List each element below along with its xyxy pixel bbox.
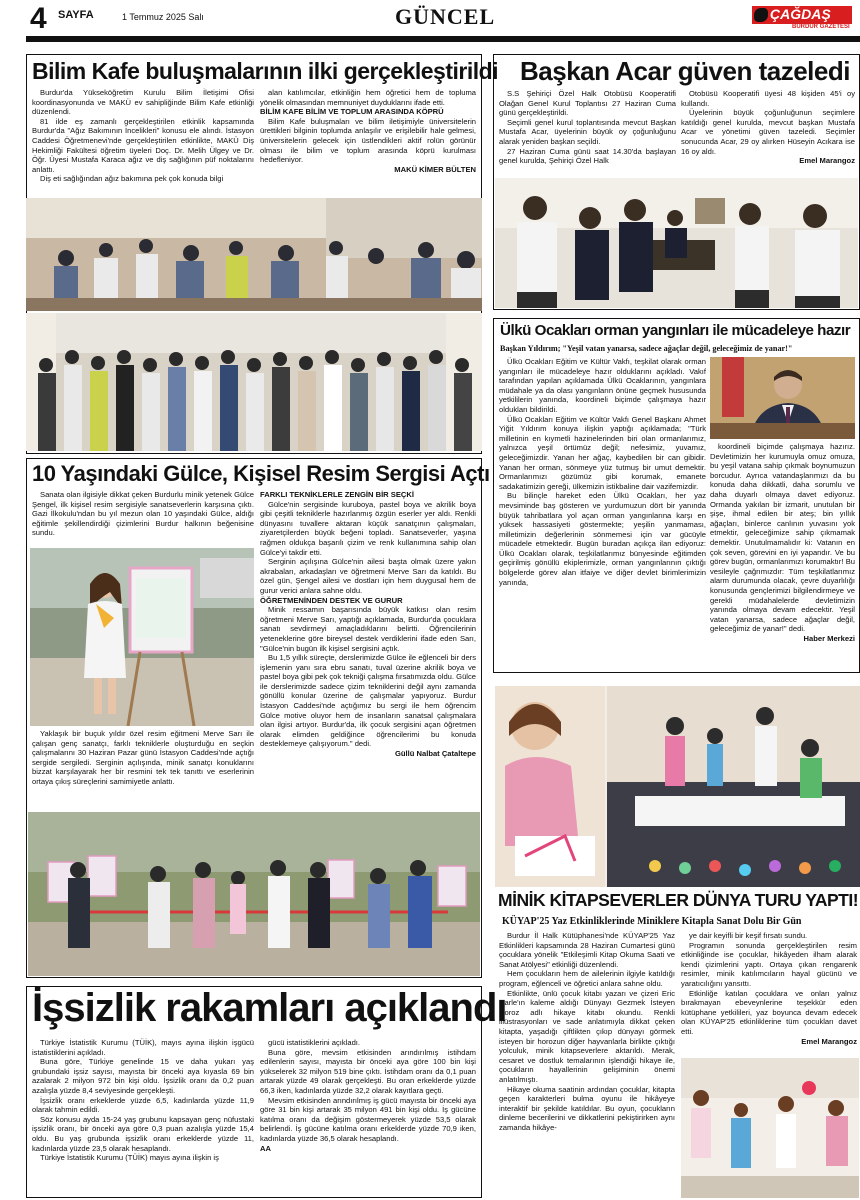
headline-gulce: 10 Yaşındaki Gülce, Kişisel Resim Sergisi Açtı: [32, 461, 490, 486]
rooster-icon: [754, 8, 768, 22]
bilim-col1: Burdur'da Yükseköğretim Kurulu Bilim İletişimi Ofisi koordinasyonunda ve MAKÜ ev sahipliğinde Bilim Kafe etkinliği düzenlendi. 81 ilde eş zamanlı gerçekleştirilen etkinlik kapsamında Burdur'da "Ağız Bakımının İncelikleri" konusu ele alındı. İstasyon Caddesi Öğretmenevi'nde gerçekleştirilen etkinlikte, MAKÜ Diş Hekimliği Fakültesi öğretim üyeleri Doç. Dr. Melih Ülgey ve Dr. Öğr. Üyesi Mustafa Karaca ağız ve diş sağlığının püf noktalarını anlattı. Diş eti sağlığından ağız bakımına pek çok konuda bilgi: [32, 88, 254, 184]
kuyap-photo: [495, 686, 860, 887]
ulku-col1: Ülkü Ocakları Eğitim ve Kültür Vakfı, teşkilat olarak orman yangınları ile mücadeleye hazır olduklarını açıkladı. Vakıf tarafından yapılan açıklamada Ülkü Ocaklarının, yangınlara müdahale ya da olası yangınların önüne geçmek hususunda yetkililerin yanında, koordineli biçimde çalışmaya hazır oldukları bildirildi. Ülkü Ocakları Eğitim ve Kültür Vakfı Genel Başkanı Ahmet Yiğit Yıldırım konuya ilişkin yaptığı açıklamada; "Türk milletinin en kıymetli hazinelerinden biri olan ormanlarımız, yalnızca yeşil örtümüz değil; nefesimiz, yuvamız, geleceğimizdir. Yanan her ağaç, kaybedilen bir can gibidir. Yanan her orman, sönmeye yüz tutmuş bir umut demektir. Ormanlarımızı gözümüz gibi korumak, emanete sadakatimizin gereği, ülkemizin istikbaline dair vazifemizdir. Bu bilinçle hareket eden Ülkü Ocakları, her yaz mevsiminde baş gösteren ve yurdumuzun dört bir yanında büyük tahribatlara yol açan orman yangınlarına karşı en yüksek hassasiyeti göstermekte; yeşilin yanmaması, milletimizin değerlerinin sönmemesi için var gücüyle mücadele etmektedir. Bugün buradan açıkça ilan ediyoruz: Ülkü Ocakları olarak, teşkilatlarımız bünyesinde eğitimden geçirilmiş gönüllü ekiplerimizle, orman yangınlarının çıktığı bölgelerde görev alan itfaiye ve diğer devlet birimlerimizin yanında,: [499, 357, 706, 587]
baskan-photo: [495, 178, 858, 308]
kuyap-small-photo: [681, 1058, 859, 1198]
headline-bilim-kafe: Bilim Kafe buluşmalarının ilki gerçekleştirildi: [32, 58, 499, 84]
gulce-photo: [30, 548, 254, 726]
gulce-col1b: Yaklaşık bir buçuk yıldır özel resim eğitmeni Merve Sarı ile çalışan genç sanatçı, farklı tekniklerle oluşturduğu en seçkin çalışmalarını 30 Haziran Pazar günü İstasyon Caddesi'nde açtığı sergide sergiledi. Serginin açılışında, minik sanatçı konuklarını bizzat karşılayarak her bir resmini tek tek tanıttı ve eserlerinin ortaya çıkış süreçlerini samimiyetle anlattı.: [32, 729, 254, 786]
ulku-portrait-photo: [710, 357, 855, 439]
headline-kuyap: MİNİK KİTAPSEVERLER DÜNYA TURU YAPTI!: [498, 890, 859, 910]
gulce-col1: Sanata olan ilgisiyle dikkat çeken Burdurlu minik yetenek Gülce Şengel, ilk kişisel resim sergisiyle sanatseverlerin karşısına çıktı. Gazi İlkokulu'ndan bu yıl mezun olan 10 yaşındaki Gülce, aldığı eğitimle şekillendirdiği çizimlerini Burdur halkının beğenisine sundu.: [32, 490, 254, 538]
header-rule: [26, 36, 860, 42]
baskan-col2: Otobüsü Kooperatifi üyesi 48 kişiden 45'i oy kullandı. Üyelerinin büyük çoğunluğunun seçimlere katıldığı genel kurulda, mevcut başkan Mustafa Acar ve yönetimi güven tazeledi. Seçimler sonucunda Acar, 29 oy alırken Hüseyin Acıkara ise 16 oy aldı. Emel Marangoz: [681, 89, 855, 166]
page-number: 4: [30, 2, 47, 35]
kuyap-col1: Burdur İl Halk Kütüphanesi'nde KÜYAP'25 Yaz Etkinlikleri kapsamında 28 Haziran Cumartesi günü çocuklara yönelik "Etkileşimli Kitap Okuma Saati ve Sanat Atölyesi" etkinliği düzenlendi. Hem çocukların hem de ailelerinin ilgiyle katıldığı program, eğlenceli ve öğretici anlara sahne oldu. Etkinlikte, ünlü çocuk kitabı yazarı ve çizeri Eric Carle'ın kaleme aldığı Dünyayı Gezmek İsteyen Horoz adlı hikaye kitabı okundu. Renkli illüstrasyonları ve sade anlatımıyla dikkat çeken kitapta, yaşadığı çiftlikten çıkıp dünyayı görmek isteyen bir horozun diğer hayvanlarla birlikte çıktığı yolculuk, minik kitapseverlere aktarıldı. Merak, cesaret ve dostluk temalarının işlendiği hikaye ile, çocukların hayallerinin gelişiminin önemi anlatılmıştı. Hikaye okuma saatinin ardından çocuklar, kitapta geçen karakterleri bulma oyunu ile hikâyeye interaktif bir şekilde katıldılar. Bu oyun, çocukların dinleme becerilerini ve dikkatlerini pekiştirirken aynı zamanda hikâye-: [499, 931, 675, 1132]
page-label: SAYFA: [58, 9, 94, 21]
issue-date: 1 Temmuz 2025 Salı: [122, 12, 204, 22]
logo-name: ÇAĞDAŞ: [770, 6, 831, 22]
gulce-ribbon-photo: [28, 812, 480, 976]
headline-ulku-ocaklari: Ülkü Ocakları orman yangınları ile mücadeleye hazır: [500, 322, 851, 339]
ulku-col2: koordineli biçimde çalışmaya hazırız. Devletimizin her kurumuyla omuz omuza, bu yeşil vatana sahip çıkmak boynumuzun borcudur. Ayrıca vatandaşlarımızı da bu konuda daha dikkatli, daha sorumlu ve daha duyarlı olmaya davet ediyoruz. Ormanda yakılan bir izmarit, unutulan bir şişe, ihmal edilen bir ateş; bin yıllık ağaçları, binlerce canlının yuvasını yok etmektir, geleceğimize sahip çıkmamak demektir. Unutulmamalıdır ki: Vatanın en çok seven, görevini en iyi yapandır. Ve bu görev bugün, ormanlarımızı korumaktır! Bu vesileyle çağrımızdır: Tüm teşkilatlarımız alarm durumunda olacak, çevre duyarlılığı konusunda gençlerimizi bilgilendirmeye ve gerekli müdahalelerde devletimizin yanında olmaya devam edecektir. Yeşil vatan yanarsa, sadece ağaçlar değil, geleceğimiz de yanar!" dedi. Haber Merkezi: [710, 442, 855, 643]
kuyap-kicker: KÜYAP'25 Yaz Etkinliklerinde Miniklere Kitapla Sanat Dolu Bir Gün: [502, 916, 802, 927]
gulce-col2: FARKLI TEKNİKLERLE ZENGİN BİR SEÇKİ Gülce'nin sergisinde kuruboya, pastel boya ve akrilik boya gibi çeşitli tekniklerle hazırlanmış özgün eserler yer aldı. Renkli dünyasını tuvallere aktaran küçük sanatçının çalışmaları, ziyaretçilerden büyük beğeni topladı. Sanatseverler, yaşına rağmen oldukça başarılı çizim ve renk kullanımına sahip olan Gülce'yi takdir etti. Serginin açılışına Gülce'nin ailesi başta olmak üzere yakın akrabaları, arkadaşları ve öğretmeni Merve Sarı da katıldı. Bu özel gün, Şengel ailesi ve dostları için hem duygusal hem de gurur verici anlara sahne oldu. ÖĞRETMENİNDEN DESTEK VE GURUR Minik ressamın başarısında büyük katkısı olan resim öğretmeni Merve Sarı, yaptığı açıklamada, Burdur'da çocuklara sanatı sevdirmeyi amaçladıklarını belirtti. Öğrencilerinin yeteneklerine göre bireysel destek verdiklerini ifade eden Sarı, "Gülce'nin bugün ilk kişisel sergisini açtık. Bu 1,5 yıllık süreçte, derslerimizde Gülce ile eğlenceli bir ders işlemenin yanı sıra ebru sanatı, tuval üzerine akrilik boya ve pastel boya gibi pek çok tekniği çalışma fırsatımızda oldu. Gülce ile derslerimizde sadece çizim tekniklerini değil aynı zamanda gönüllü konular üzerine de çalışmalar yapıyoruz. Burdur İstasyon Caddesi'nde açtığımız bu sergi ile hem öğrencim Gülce motive oluyor hem de insanların sanatsal çalışmalara olan ilgisi artıyor. Burdur'da, ilk çocuk sergisini açan öğretmen olarak elimden geldiğince öğrencilerimi bu konuda desteklemeye çalışıyorum." dedi. Güllü Nalbat Çataltepe: [260, 490, 476, 759]
newspaper-logo: [752, 6, 852, 30]
logo-subtitle: BURDUR GAZETESİ: [792, 24, 850, 30]
page-header: [0, 0, 860, 46]
headline-baskan-acar: Başkan Acar güven tazeledi: [520, 56, 850, 86]
kuyap-col2: ye dair keyifli bir keşif fırsatı sundu. Programın sonunda gerçekleştirilen resim etkinliğinde ise çocuklar, hikâyeden ilham alarak kendi çizimlerini yaptı. Ortaya çıkan rengarenk resimler, minik katılımcıların hayal gücünü ve yaratıcılığını yansıttı. Etkinliğe katılan çocuklara ve onları yalnız bırakmayan ebeveynlerine teşekkür eden kütüphane yetkilileri, yaz boyunca devam edecek olan KÜYAP'25 etkinliklerine tüm çocukları davet etti. Emel Marangoz: [681, 931, 857, 1046]
bilim-photo-group: [26, 313, 482, 451]
baskan-col1: S.S Şehiriçi Özel Halk Otobüsü Kooperatifi Olağan Genel Kurul Toplantısı 27 Haziran Cuma günü gerçekleştirildi. Seçimli genel kurul toplantısında mevcut Başkan Mustafa Acar, üyelerinin büyük oy çoğunluğunu alarak yeniden başkan seçildi. 27 Haziran Cuma günü saat 14.30'da başlayan genel kurulda, Şehiriçi Özel Halk: [499, 89, 676, 166]
section-title: GÜNCEL: [395, 4, 496, 29]
bilim-col2: alan katılımcılar, etkinliğin hem öğretici hem de topluma yönelik olmasından memnuniyet duyduklarını ifade etti. BİLİM KAFE BİLİM VE TOPLUM ARASINDA KÖPRÜ Bilim Kafe buluşmaları ve bilim iletişimiyle üniversitelerin ürettikleri bilginin toplumda anlaşılır ve erişilebilir hale gelmesi, üniversitelerin gelecek için üstlendikleri aktif rolün görünür olması ile bilim ve toplum arasında köprü kurulması hedefleniyor. MAKÜ KİMER BÜLTEN: [260, 88, 476, 174]
issizlik-col2: gücü istatistiklerini açıkladı. Buna göre, mevsim etkisinden arındırılmış istihdam edilenlerin sayısı, mayısta bir önceki aya göre 100 bin kişi yükselerek 32 milyon 519 bine çıktı. İstihdam oranı da 0,1 puan artarak yüzde 49 olarak gerçekleşti. Bu oran erkeklerde yüzde 66,3 iken, kadınlarda yüzde 32,2 olarak kayıtlara geçti. Mevsim etkisinden arındırılmış iş gücü mayısta bir önceki aya göre 31 bin kişi artarak 35 milyon 491 bin kişi oldu. İş gücüne katılma oranı da değişim göstermeyerek yüzde 53,5 olarak belirlendi. İş gücüne katılma oranı erkeklerde yüzde 70,9 iken, kadınlarda yüzde 36,5 olarak hesaplandı. AA: [260, 1038, 476, 1153]
ulku-kicker: Başkan Yıldırım; "Yeşil vatan yanarsa, sadece ağaçlar değil, geleceğimiz de yanar!": [500, 344, 793, 353]
headline-issizlik: İşsizlik rakamları açıklandı: [32, 986, 507, 1030]
bilim-photo-seated: [26, 198, 482, 311]
issizlik-col1: Türkiye İstatistik Kurumu (TÜİK), mayıs ayına ilişkin işgücü istatistiklerini açıkladı. Buna göre, Türkiye genelinde 15 ve daha yukarı yaş grubundaki işsiz sayısı, mayısta bir önceki aya kıyasla 69 bin azalarak 2 milyon 972 bin kişi oldu. İşsizlik oranı da 0,2 puan azalışla yüzde 8,4 seviyesinde gerçekleşti. İşsizlik oranı erkeklerde yüzde 6,5, kadınlarda yüzde 11,9 olarak tahmin edildi. Söz konusu ayda 15-24 yaş grubunu kapsayan genç nüfustaki işsizlik oranı, bir önceki aya göre 0,3 puan azalışla yüzde 15,4 oldu. Bu yaş grubunda işsizlik oranı erkeklerde yüzde 11, kadınlarda yüzde 23,5 olarak hesaplandı. Türkiye İstatistik Kurumu (TÜİK) mayıs ayına ilişkin iş: [32, 1038, 254, 1163]
